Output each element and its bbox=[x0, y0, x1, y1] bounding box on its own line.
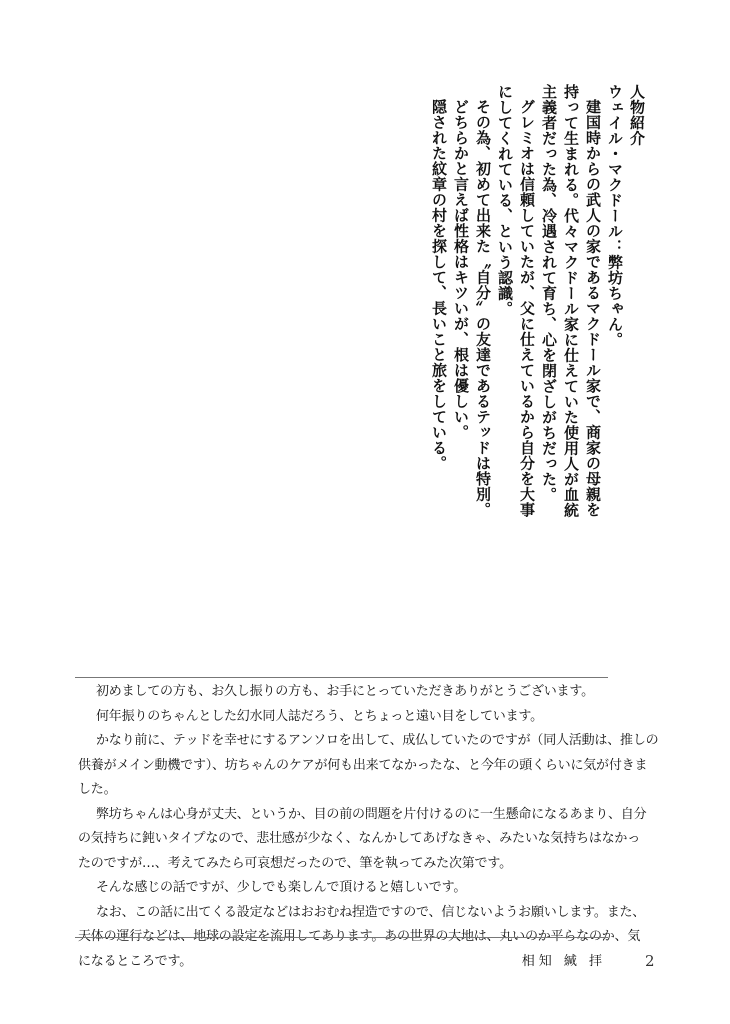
intro-column: グレミオは信頼していたが、父に仕えているから自分を大事 bbox=[518, 99, 536, 518]
afterword-line: の気持ちに鈍いタイプなので、悲壮感が少なく、なんかしてあげなきゃ、みたいな気持ちはなかっ bbox=[78, 831, 641, 846]
afterword-line: 供養がメイン動機です）、坊ちゃんのケアが何も出来てなかったな、と今年の頭くらいに気が付きま bbox=[78, 757, 648, 773]
afterword-line: 何年振りのちゃんとした幻水同人誌だろう、とちょっと遠い目をしています。 bbox=[96, 708, 543, 724]
afterword-bottom-rule bbox=[75, 937, 608, 938]
afterword-line: 弊坊ちゃんは心身が丈夫、というか、目の前の問題を片付けるのに一生懸命になるあまり、自分 bbox=[96, 806, 647, 822]
afterword-line: した。 bbox=[78, 782, 117, 797]
intro-column: 隠された紋章の村を探して、長いこと旅をしている。 bbox=[430, 99, 448, 471]
character-name: ウェイル・マクドール：弊坊ちゃん。 bbox=[606, 84, 624, 348]
intro-column: 持って生まれる。代々マクドール家に仕えていた使用人が血統 bbox=[562, 84, 580, 518]
afterword-top-rule bbox=[75, 677, 608, 678]
afterword-last-line bbox=[78, 950, 608, 975]
author-signature: 相知 緘 拝 bbox=[521, 953, 606, 969]
afterword-line: かなり前に、テッドを幸せにするアンソロを出して、成仏していたのですが（同人活動は、推しの bbox=[96, 733, 659, 748]
intro-column: にしてくれている、という認識。 bbox=[496, 84, 514, 317]
afterword-line: なお、この話に出てくる設定などはおおむね捏造ですので、信じないようお願いします。また、 bbox=[96, 904, 646, 920]
section-title: 人物紹介 bbox=[628, 84, 646, 146]
afterword-line: 天体の運行などは、地球の設定を流用してあります。あの世界の大地は、丸いのか平らなのか、気 bbox=[78, 929, 641, 944]
intro-column: どちらかと言えば性格はキツいが、根は優しい。 bbox=[452, 99, 470, 440]
afterword-line: たのですが…、考えてみたら可哀想だったので、筆を執ってみた次第です。 bbox=[78, 855, 512, 871]
afterword-line: になるところです。 bbox=[78, 953, 193, 969]
character-intro bbox=[428, 84, 648, 518]
intro-column: 建国時からの武人の家であるマクドール家で、商家の母親を bbox=[584, 99, 602, 518]
afterword-line: 初めましての方も、お久し振りの方も、お手にとっていただきありがとうございます。 bbox=[96, 684, 594, 699]
intro-column: 主義者だった為、冷遇されて育ち、心を閉ざしがちだった。 bbox=[540, 84, 558, 503]
afterword-line: そんな感じの話ですが、少しでも楽しんで頂けると嬉しいです。 bbox=[96, 880, 467, 895]
afterword bbox=[78, 680, 659, 974]
intro-column: その為、初めて出来た〝自分〟の友達であるテッドは特別。 bbox=[474, 99, 492, 518]
page-number: 2 bbox=[645, 952, 655, 970]
